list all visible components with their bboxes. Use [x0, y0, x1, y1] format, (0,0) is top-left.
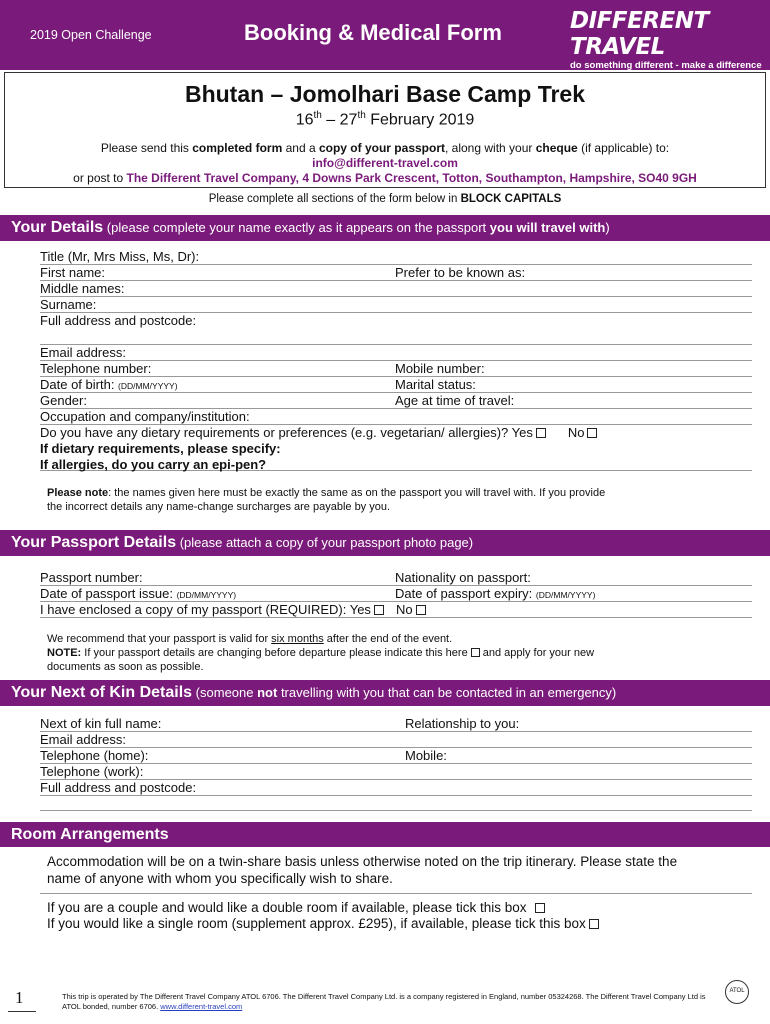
block-capitals-note: Please complete all sections of the form below in BLOCK CAPITALS [208, 193, 562, 205]
trip-dates: 16th – 27th February 2019 [295, 110, 475, 129]
section-next-of-kin-heading: Your Next of Kin Details (someone not travelling with you that can be contacted in an emergency) [0, 680, 770, 706]
section-passport-heading: Your Passport Details (please attach a copy of your passport photo page) [0, 530, 770, 556]
names-note: Please note: the names given here must be exactly the same as on the passport you will travel with. If you provide the incorrect details any name-change surcharges are payable by you. [47, 487, 606, 513]
field-kin-tel-work[interactable]: Telephone (work): [40, 764, 752, 780]
atol-logo: ATOL [725, 980, 749, 1004]
field-marital-status[interactable]: Marital status: [395, 377, 476, 392]
footer-link[interactable]: www.different-travel.com [160, 1002, 243, 1011]
field-title[interactable]: Title (Mr, Mrs Miss, Ms, Dr): [40, 249, 752, 265]
field-occupation[interactable]: Occupation and company/institution: [40, 409, 752, 425]
field-dob[interactable]: Date of birth: (DD/MM/YYYY) Marital status: [40, 377, 752, 393]
room-info: Accommodation will be on a twin-share basis unless otherwise noted on the trip itinerary. Please state the name of anyone with whom you specifically wish to share. [47, 854, 678, 886]
room-divider [40, 893, 752, 894]
double-room-option: If you are a couple and would like a double room if available, please tick this box [47, 899, 545, 916]
field-passport-issue[interactable]: Date of passport issue: (DD/MM/YYYY) Date of passport expiry: (DD/MM/YYYY) [40, 586, 752, 602]
field-kin-address[interactable]: Full address and postcode: [40, 780, 752, 796]
dietary-no-checkbox[interactable] [587, 428, 597, 438]
field-first-name[interactable]: First name: Prefer to be known as: [40, 265, 752, 281]
section-room-heading: Room Arrangements [0, 822, 770, 847]
passport-no-checkbox[interactable] [416, 605, 426, 615]
field-telephone[interactable]: Telephone number: Mobile number: [40, 361, 752, 377]
field-email[interactable]: Email address: [40, 345, 752, 361]
field-kin-tel-home[interactable]: Telephone (home): Mobile: [40, 748, 752, 764]
header-banner [0, 0, 770, 81]
field-passport-expiry[interactable]: Date of passport expiry: (DD/MM/YYYY) [395, 586, 596, 601]
field-epi-pen[interactable]: If allergies, do you carry an epi-pen? [40, 457, 752, 471]
passport-yes-checkbox[interactable] [374, 605, 384, 615]
field-passport-enclosed: I have enclosed a copy of my passport (REQUIRED): Yes No [40, 602, 752, 618]
contact-email[interactable]: info@different-travel.com [312, 156, 458, 171]
single-room-option: If you would like a single room (supplement approx. £295), if available, please tick this box [47, 915, 599, 932]
field-nationality[interactable]: Nationality on passport: [395, 570, 531, 585]
passport-recommendation: We recommend that your passport is valid for six months after the end of the event. NOTE: If your passport details are changing before departure please indicate this here and apply for your new documents as soon as possible. [47, 633, 595, 673]
logo-wordmark: DIFFERENT TRAVEL [570, 8, 709, 60]
footer-legal: This trip is operated by The Different Travel Company ATOL 6706. The Different Travel Company Ltd. is a company registered in England, number 05324268. The Different Travel Company Ltd is ATOL bonded, number 6706. www.different-travel.com [62, 992, 706, 1011]
trip-title: Bhutan – Jomolhari Base Camp Trek [184, 81, 586, 107]
logo-tagline: do something different - make a difference [570, 60, 762, 71]
postal-address: or post to The Different Travel Company, 4 Downs Park Crescent, Totton, Southampton, Hampshire, SO40 9GH [73, 171, 697, 186]
form-title: Booking & Medical Form [244, 20, 502, 45]
kin-address-line [40, 810, 752, 811]
dietary-yes-checkbox[interactable] [536, 428, 546, 438]
passport-change-checkbox[interactable] [471, 648, 480, 657]
field-dietary: Do you have any dietary requirements or preferences (e.g. vegetarian/ allergies)? Yes No [40, 425, 752, 441]
page-number: 1 [15, 988, 24, 1007]
section-your-details-heading: Your Details (please complete your name exactly as it appears on the passport you will travel with) [0, 215, 770, 241]
field-passport-number[interactable]: Passport number: Nationality on passport: [40, 570, 752, 586]
field-mobile[interactable]: Mobile number: [395, 361, 485, 376]
field-address[interactable]: Full address and postcode: [40, 313, 752, 345]
single-room-checkbox[interactable] [589, 919, 599, 929]
field-kin-name[interactable]: Next of kin full name: Relationship to you: [40, 716, 752, 732]
company-logo [570, 8, 765, 81]
footer-rule [8, 1011, 36, 1012]
field-middle-names[interactable]: Middle names: [40, 281, 752, 297]
field-kin-relationship[interactable]: Relationship to you: [405, 716, 520, 731]
send-instructions: Please send this completed form and a copy of your passport, along with your cheque (if applicable) to: [100, 141, 670, 156]
field-age[interactable]: Age at time of travel: [395, 393, 515, 408]
field-dietary-specify[interactable]: If dietary requirements, please specify: [40, 441, 281, 456]
logo-url: www.different-travel.com [665, 72, 747, 81]
field-kin-email[interactable]: Email address: [40, 732, 752, 748]
field-gender[interactable]: Gender: Age at time of travel: [40, 393, 752, 409]
field-known-as[interactable]: Prefer to be known as: [395, 265, 526, 280]
challenge-label: 2019 Open Challenge [30, 28, 152, 42]
field-kin-mobile[interactable]: Mobile: [405, 748, 447, 763]
trip-info-box [4, 72, 766, 188]
field-surname[interactable]: Surname: [40, 297, 752, 313]
double-room-checkbox[interactable] [535, 903, 545, 913]
